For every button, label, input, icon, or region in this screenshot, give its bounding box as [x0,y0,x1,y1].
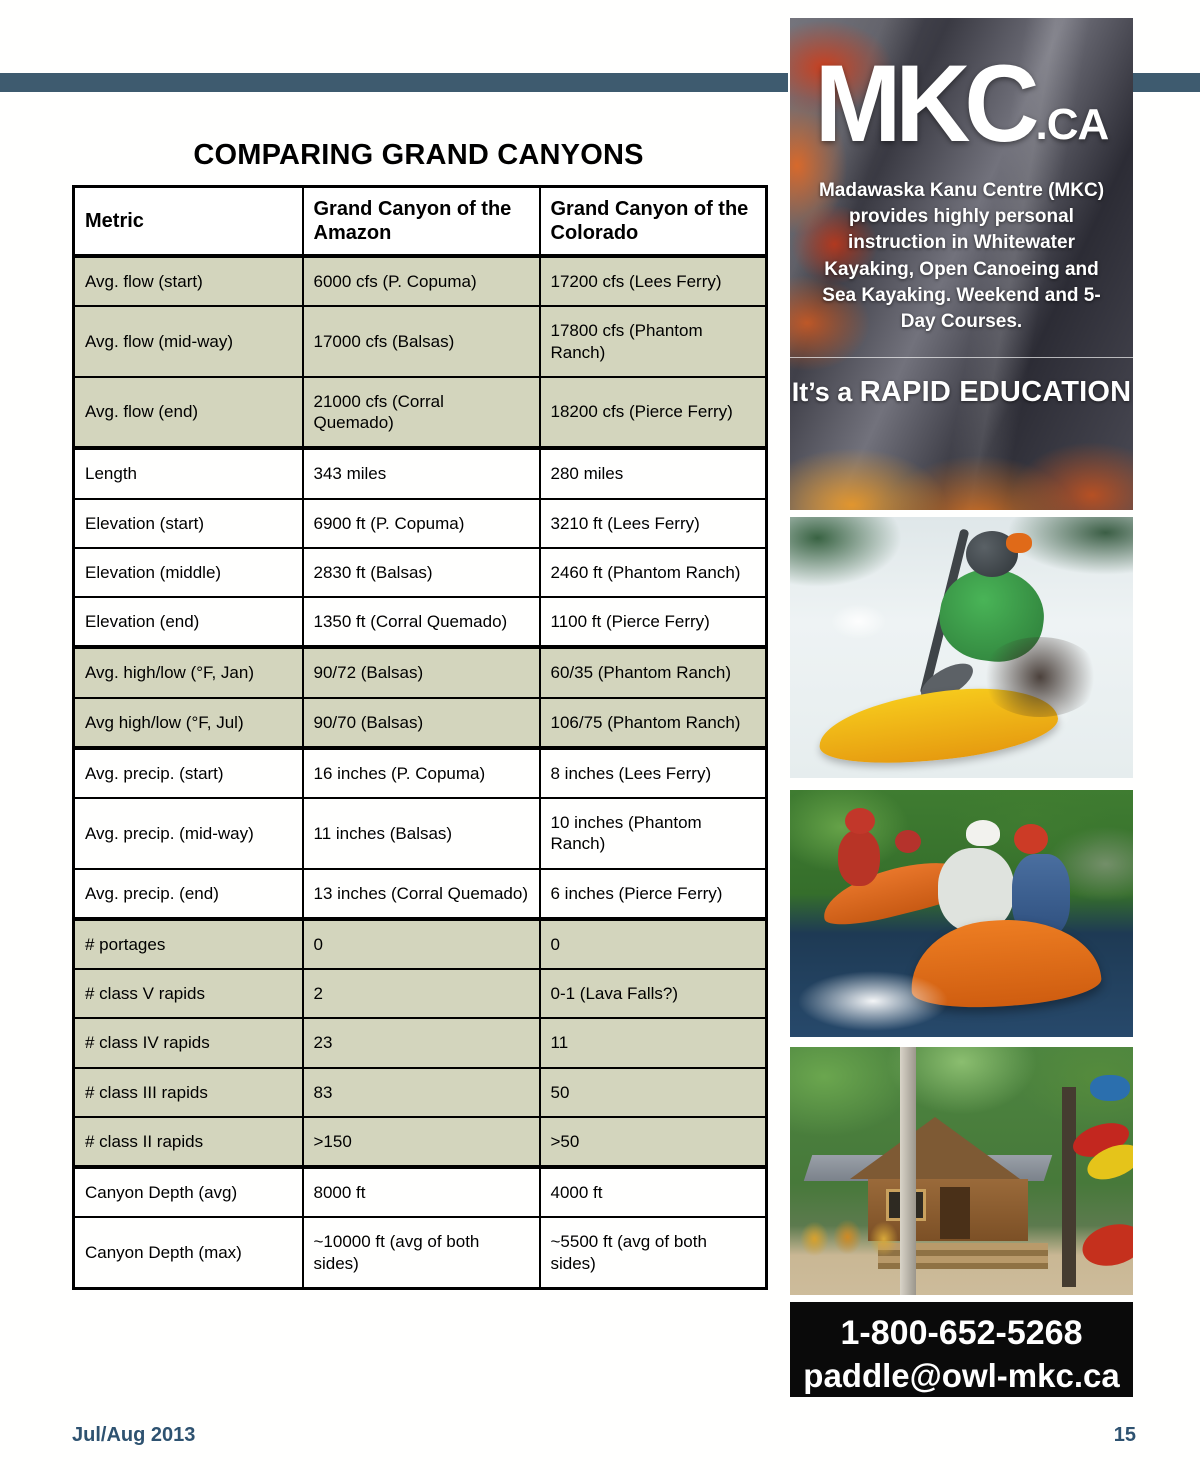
lodge-gable [850,1117,1020,1179]
comparison-table-header [74,187,767,257]
colorado-cell: 4000 ft [540,1167,767,1217]
kayaker-gear [980,637,1100,717]
colorado-cell: 8 inches (Lees Ferry) [540,748,767,798]
amazon-cell: 16 inches (P. Copuma) [303,748,540,798]
colorado-cell: 3210 ft (Lees Ferry) [540,499,767,548]
adirondack-chairs [798,1217,908,1257]
metric-cell: Avg. precip. (start) [74,748,303,798]
top-accent-bar-right [1132,73,1200,92]
birch-tree [900,1047,916,1295]
amazon-cell: 11 inches (Balsas) [303,798,540,869]
water-splash [798,971,948,1031]
helmet-patch [1006,533,1032,553]
table-row [74,306,767,377]
column-header-amazon: Grand Canyon of the Amazon [303,187,540,257]
amazon-cell: 2 [303,969,540,1018]
amazon-cell: 2830 ft (Balsas) [303,548,540,597]
metric-cell: Avg. flow (start) [74,256,303,306]
amazon-cell: 343 miles [303,448,540,498]
top-accent-bar-left [0,73,788,92]
ad-tagline-prefix: It’s a [791,377,860,408]
colorado-cell: 106/75 (Phantom Ranch) [540,698,767,748]
colorado-cell: 60/35 (Phantom Ranch) [540,647,767,697]
metric-cell: Elevation (end) [74,597,303,647]
metric-cell: # class II rapids [74,1117,303,1167]
metric-cell: Avg. flow (end) [74,377,303,449]
metric-cell: Elevation (start) [74,499,303,548]
amazon-cell: 1350 ft (Corral Quemado) [303,597,540,647]
amazon-cell: 90/72 (Balsas) [303,647,540,697]
amazon-cell: 90/70 (Balsas) [303,698,540,748]
colorado-cell: 0-1 (Lava Falls?) [540,969,767,1018]
table-row [74,1068,767,1117]
header-row [74,187,767,257]
photo-tandem-canoeists [790,790,1133,1037]
amazon-cell: 83 [303,1068,540,1117]
table-row [74,256,767,306]
amazon-cell: 17000 cfs (Balsas) [303,306,540,377]
red-life-vest [838,830,880,886]
red-helmet-3 [1014,824,1048,854]
column-header-metric: Metric [74,187,303,257]
ad-contact-box [790,1302,1133,1397]
issue-date: Jul/Aug 2013 [72,1424,196,1446]
colorado-cell: 50 [540,1068,767,1117]
metric-cell: # class IV rapids [74,1018,303,1067]
metric-cell: # class III rapids [74,1068,303,1117]
colorado-cell: 6 inches (Pierce Ferry) [540,869,767,919]
table-row [74,499,767,548]
metric-cell: # class V rapids [74,969,303,1018]
email-address: paddle@owl-mkc.ca [803,1356,1120,1394]
table-row [74,748,767,798]
amazon-cell: >150 [303,1117,540,1167]
colorado-cell: 2460 ft (Phantom Ranch) [540,548,767,597]
red-helmet-1 [845,808,875,834]
white-cap [966,820,1000,846]
amazon-cell: 8000 ft [303,1167,540,1217]
amazon-cell: 21000 cfs (Corral Quemado) [303,377,540,449]
red-kayak-bottom [1078,1218,1133,1272]
ad-hero-panel [790,18,1133,510]
colorado-cell: 280 miles [540,448,767,498]
kayak-rack [1062,1087,1076,1287]
table-row [74,698,767,748]
red-helmet-2 [895,830,921,853]
table-row [74,798,767,869]
table-row [74,869,767,919]
table-row [74,647,767,697]
photo-mkc-lodge [790,1047,1133,1295]
colorado-cell: 17200 cfs (Lees Ferry) [540,256,767,306]
table-row [74,1018,767,1067]
comparison-table [72,185,768,1290]
comparison-table-body [74,256,767,1288]
colorado-cell: 0 [540,919,767,969]
amazon-cell: 6000 cfs (P. Copuma) [303,256,540,306]
metric-cell: Avg high/low (°F, Jul) [74,698,303,748]
amazon-cell: ~10000 ft (avg of both sides) [303,1217,540,1288]
colorado-cell: 17800 cfs (Phantom Ranch) [540,306,767,377]
page-number: 15 [1113,1424,1136,1446]
amazon-cell: 23 [303,1018,540,1067]
table-row [74,969,767,1018]
phone-number: 1-800-652-5268 [840,1314,1083,1352]
metric-cell: Canyon Depth (avg) [74,1167,303,1217]
photo-whitewater-kayaker [790,517,1133,778]
table-row [74,377,767,449]
table-row [74,1167,767,1217]
colorado-cell: 11 [540,1018,767,1067]
metric-cell: Length [74,448,303,498]
ad-description: Madawaska Kanu Centre (MKC) provides highly personal instruction in Whitewater Kayaking, Open Canoeing and Sea Kayaking. Weekend and 5-Day Courses. [818,180,1105,333]
table-row [74,448,767,498]
ad-tagline [790,376,1133,409]
mkc-advertisement [790,18,1133,1397]
blue-kayak [1090,1075,1130,1101]
amazon-cell: 0 [303,919,540,969]
metric-cell: Avg. high/low (°F, Jan) [74,647,303,697]
table-row [74,1117,767,1167]
colorado-cell: 10 inches (Phantom Ranch) [540,798,767,869]
metric-cell: Avg. flow (mid-way) [74,306,303,377]
colorado-cell: ~5500 ft (avg of both sides) [540,1217,767,1288]
colorado-cell: >50 [540,1117,767,1167]
colorado-cell: 1100 ft (Pierce Ferry) [540,597,767,647]
table-row [74,597,767,647]
metric-cell: Elevation (middle) [74,548,303,597]
amazon-cell: 13 inches (Corral Quemado) [303,869,540,919]
metric-cell: # portages [74,919,303,969]
metric-cell: Canyon Depth (max) [74,1217,303,1288]
colorado-cell: 18200 cfs (Pierce Ferry) [540,377,767,449]
metric-cell: Avg. precip. (end) [74,869,303,919]
mkc-logo-text: MKC [814,43,1034,165]
mkc-logo [790,43,1133,165]
ad-divider [790,357,1133,358]
table-row [74,548,767,597]
amazon-cell: 6900 ft (P. Copuma) [303,499,540,548]
lodge-door [940,1187,970,1239]
ad-tagline-emphasis: RAPID EDUCATION [859,376,1132,409]
mkc-logo-suffix: .CA [1035,100,1109,149]
table-row [74,919,767,969]
metric-cell: Avg. precip. (mid-way) [74,798,303,869]
page-title: COMPARING GRAND CANYONS [193,139,644,172]
column-header-colorado: Grand Canyon of the Colorado [540,187,767,257]
table-row [74,1217,767,1288]
